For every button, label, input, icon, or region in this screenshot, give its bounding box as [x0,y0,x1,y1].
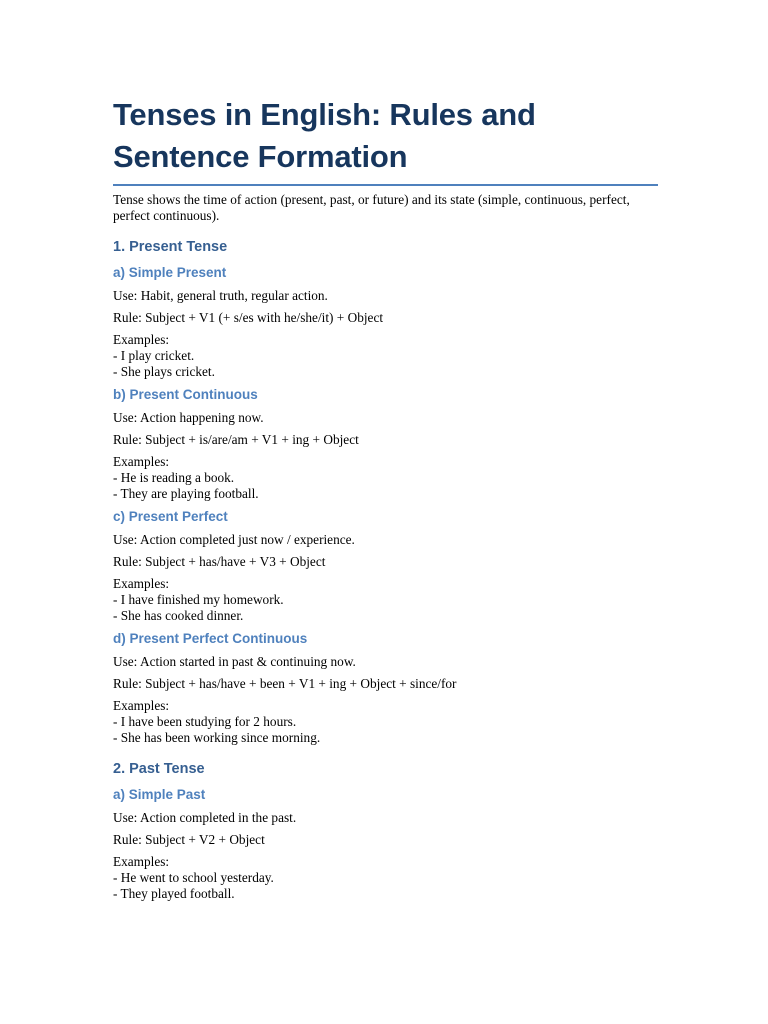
section-heading: 2. Past Tense [113,761,205,777]
examples-label: Examples: [113,854,170,869]
example-line: - They are playing football. [113,486,259,501]
document-content [113,94,658,902]
rule-line: Rule: Subject + has/have + V3 + Object [113,554,326,569]
examples-label: Examples: [113,454,170,469]
subsection [113,264,658,380]
example-line: - I play cricket. [113,348,195,363]
rule-line: Rule: Subject + is/are/am + V1 + ing + Object [113,432,359,447]
subsection-heading: c) Present Perfect [113,509,228,524]
rule-line: Rule: Subject + V2 + Object [113,832,265,847]
use-line: Use: Action completed in the past. [113,810,297,825]
subsection-heading: d) Present Perfect Continuous [113,631,308,646]
example-line: - He is reading a book. [113,470,235,485]
example-line: - He went to school yesterday. [113,870,274,885]
use-line: Use: Action started in past & continuing now. [113,654,356,669]
subsection-heading: a) Simple Past [113,787,206,802]
rule-line: Rule: Subject + V1 (+ s/es with he/she/it) + Object [113,310,384,325]
rule-line: Rule: Subject + has/have + been + V1 + ing + Object + since/for [113,676,457,691]
examples-block [113,698,658,746]
subsection-heading: a) Simple Present [113,265,227,280]
examples-label: Examples: [113,698,170,713]
examples-block [113,332,658,380]
subsection [113,630,658,746]
examples-block [113,854,658,902]
example-line: - I have been studying for 2 hours. [113,714,297,729]
examples-block [113,454,658,502]
example-line: - They played football. [113,886,235,901]
example-line: - She has been working since morning. [113,730,321,745]
examples-label: Examples: [113,332,170,347]
intro-paragraph: Tense shows the time of action (present, past, or future) and its state (simple, continuous, perfect, perfect continuous). [113,192,630,223]
subsection [113,386,658,502]
document-title: Tenses in English: Rules and Sentence Formation [113,97,536,174]
subsection [113,508,658,624]
use-line: Use: Habit, general truth, regular action. [113,288,328,303]
use-line: Use: Action happening now. [113,410,264,425]
example-line: - She plays cricket. [113,364,215,379]
subsection [113,786,658,902]
use-line: Use: Action completed just now / experience. [113,532,355,547]
example-line: - She has cooked dinner. [113,608,244,623]
example-line: - I have finished my homework. [113,592,284,607]
examples-block [113,576,658,624]
subsection-heading: b) Present Continuous [113,387,258,402]
section-heading: 1. Present Tense [113,239,228,255]
examples-label: Examples: [113,576,170,591]
sections-container [113,238,658,902]
title-underline [113,184,658,186]
